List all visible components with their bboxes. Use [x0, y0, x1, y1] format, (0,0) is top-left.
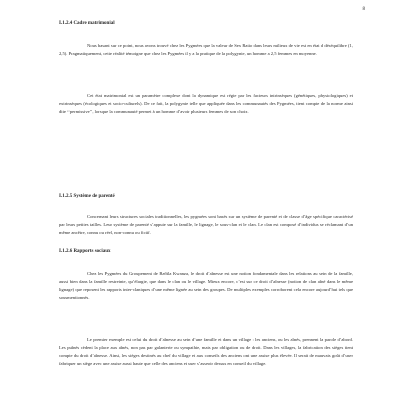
- section-heading-cadre-matrimonial: I.1.2.4 Cadre matrimonial: [59, 21, 115, 26]
- paragraph: Concernant leurs structures sociales traditionnelles, les pygmées sont basés sur un système de parenté et de classe d’âge spécifique caractérisé par leurs petites tailles. Leur système de parenté s’appuie sur la famille, le lignage, le sous-clan et le clan. Le clan est composé d’individus se réclamant d’un même ancêtre, connu ou réel, non-connu ou fictif.: [59, 214, 353, 236]
- paragraph: Le premier exemple est celui du droit d’aînesse au sein d’une famille et dans un village : les anciens, ou les aînés, prennent la parole d’abord. Les puînés cèdent la place aux aînés, non pas par galanterie ou sympathie, mais par obligation ou de droit. Dans les villages, la fabrication des sièges tient compte du droit d’aînesse. Ainsi, les sièges destinés au chef du village et aux conseils des anciens ont une assise plus élevée. Il serait de mauvais goût d’user fabriquer un siège avec une assise aussi haute que celle des anciens et user s’asseoir dessus en conseil du village.: [59, 337, 353, 367]
- section-heading-rapports-sociaux: I.1.2.6 Rapports sociaux: [59, 249, 111, 254]
- paragraph: Chez les Pygmées du Groupement de Bабila Kwanza, le droit d’aînesse est une notion fondamentale dans les relations au sein de la famille, aussi bien dans la famille restreinte, qu’élargie, que dans le clan ou le village. Mieux encore, c’est sur ce droit d’aînesse (notion de clan aîné dans le même lignage) que reposent les rapports inter-claniques d’une même lignée au sein des groupes. De multiples exemples corroborent cela encore aujourd’hui tels que sousmentionnés.: [59, 271, 353, 301]
- paragraph: Nous basant sur ce point, nous avons trouvé chez les Pygmées que la valeur de Sex Ratio dans leurs milieux de vie est en état d déséquilibre (1, 2,5). Pragmatiquement, cette réalité témoigne que chez les Pygmées il y a la pratique de la polygynie, un homme a 2,5 femmes en moyenne.: [59, 43, 353, 57]
- page-number: 8: [362, 7, 365, 12]
- paragraph: Cet état matrimonial est un paramètre complexe dont la dynamique est régie par les facteurs intrinsèques (génétiques, physiologiques) et extrinsèques (écologiques et socio-culturels). De ce fait, la polygynie telle que appliquée dans les communautés des Pygmées, tient compte de la norme ainsi dite ‘‘permissive’’, lorsque la communauté permet à un homme d’avoir plusieurs femmes de son choix.: [59, 93, 353, 115]
- section-heading-systeme-de-parente: I.1.2.5 Système de parenté: [59, 194, 115, 199]
